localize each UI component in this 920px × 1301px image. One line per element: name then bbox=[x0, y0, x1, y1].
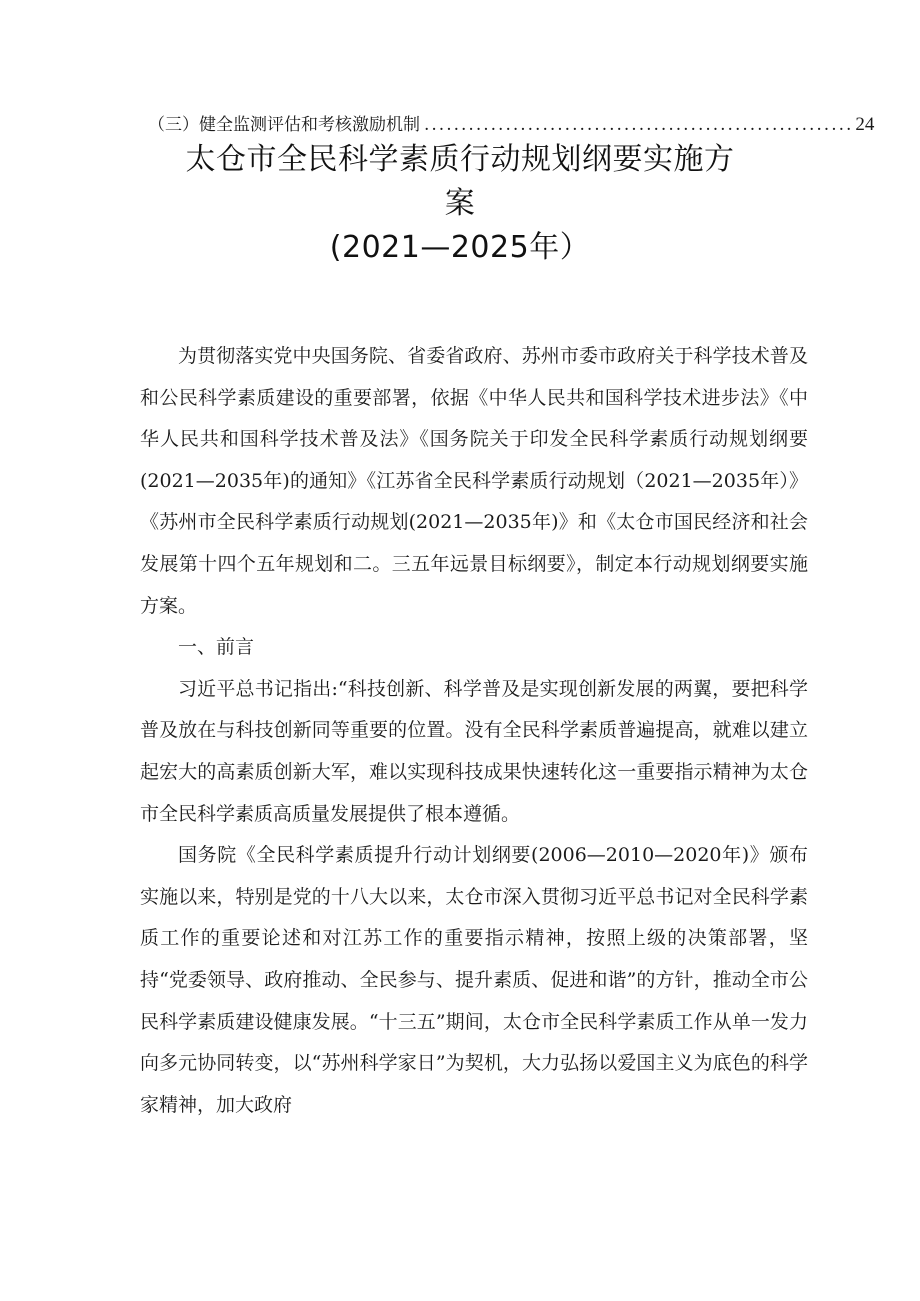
section-heading-preface: 一、前言 bbox=[178, 636, 255, 659]
toc-dot-leader: .......................................................... bbox=[424, 115, 854, 135]
paragraph-intro: 为贯彻落实党中央国务院、省委省政府、苏州市委市政府关于科学技术普及和公民科学素质建设的重要部署，依据《中华人民共和国科学技术进步法》《中华人民共和国科学技术普及法》《国务院关于印发全民科学素质行动规划纲要(2021—2035年)的通知》《江苏省全民科学素质行动规划（2021—2035年）》《苏州市全民科学素质行动规划(2021—2035年)》和《太仓市国民经济和社会发展第十四个五年规划和二。三五年远景目标纲要》，制定本行动规划纲要实施方案。 bbox=[140, 345, 808, 617]
paragraph-quote: 习近平总书记指出:“科技创新、科学普及是实现创新发展的两翼，要把科学普及放在与科技创新同等重要的位置。没有全民科学素质普遍提高，就难以建立起宏大的高素质创新大军，难以实现科技成果快速转化这一重要指示精神为太仓市全民科学素质高质量发展提供了根本遵循。 bbox=[140, 677, 808, 825]
document-title-line-1: 太仓市全民科学素质行动规划纲要实施方 bbox=[185, 142, 735, 177]
document-body bbox=[140, 336, 808, 1126]
toc-entry-text: （三）健全监测评估和考核激励机制 bbox=[148, 115, 420, 135]
document-title-line-2: 案 bbox=[444, 186, 476, 221]
paragraph-progress: 国务院《全民科学素质提升行动计划纲要(2006—2010—2020年)》颁布实施以来，特别是党的十八大以来，太仓市深入贯彻习近平总书记对全民科学素质工作的重要论述和对江苏工作的重要指示精神，按照上级的决策部署，坚持“党委领导、政府推动、全民参与、提升素质、促进和谐”的方针，推动全市公民科学素质建设健康发展。“十三五”期间，太仓市全民科学素质工作从单一发力向多元协同转变，以“苏州科学家日”为契机，大力弘扬以爱国主义为底色的科学家精神，加大政府 bbox=[140, 844, 808, 1116]
toc-page-number: 24 bbox=[855, 114, 875, 135]
document-title-years: (2021—2025年） bbox=[329, 230, 591, 265]
toc-entry[interactable] bbox=[148, 110, 875, 138]
